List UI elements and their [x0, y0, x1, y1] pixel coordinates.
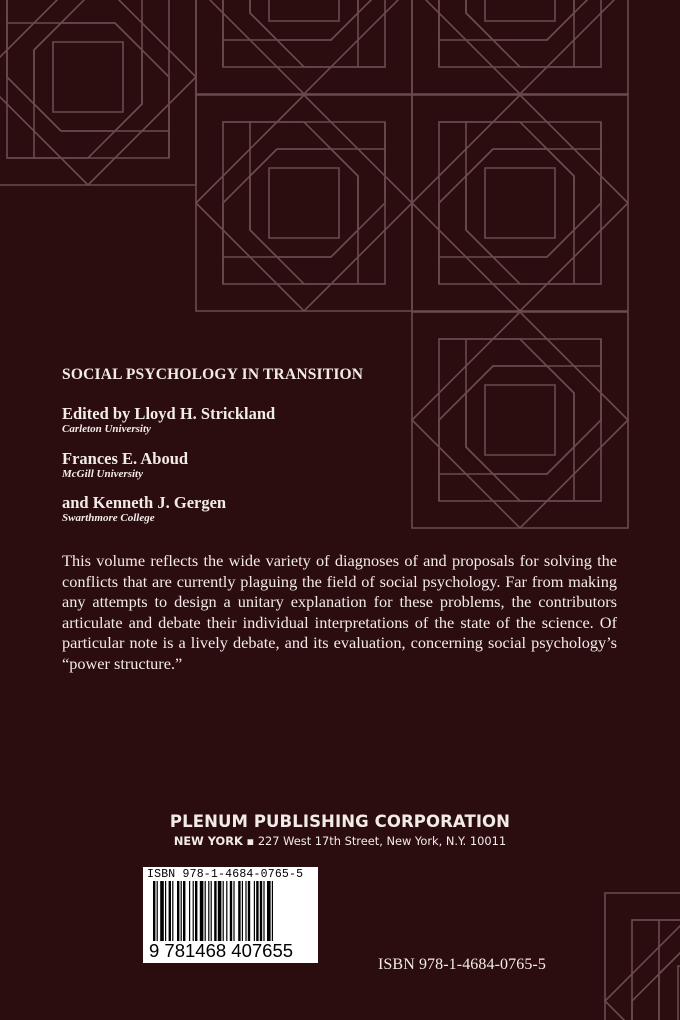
editor-2	[62, 449, 188, 481]
publisher-address-line	[0, 834, 680, 848]
barcode-isbn-label: ISBN 978-1-4684-0765-5	[147, 868, 304, 881]
editor-name: and Kenneth J. Gergen	[62, 493, 227, 512]
editor-affiliation: McGill University	[62, 468, 143, 480]
editor-1	[62, 404, 275, 436]
publisher-address: 227 West 17th Street, New York, N.Y. 10011	[257, 834, 507, 848]
isbn-barcode	[143, 867, 318, 963]
editor-affiliation: Swarthmore College	[62, 512, 155, 524]
book-description: This volume reflects the wide variety of diagnoses of and proposals for solving the conflicts that are currently plaguing the field of social psychology. Far from making any attempts to design a unitary explanation for these problems, the contributors articulate and debate their individual interpretations of the state of the science. Of particular note is a lively debate, and its evaluation, concerning social psychology’s “power structure.”	[62, 551, 617, 673]
barcode-bars-icon	[153, 881, 311, 949]
editor-name: Edited by Lloyd H. Strickland	[62, 404, 276, 423]
editor-3	[62, 493, 226, 525]
book-title: SOCIAL PSYCHOLOGY IN TRANSITION	[62, 366, 364, 383]
publisher-name: PLENUM PUBLISHING CORPORATION	[169, 812, 511, 831]
editor-affiliation: Carleton University	[62, 423, 151, 435]
publisher-city: NEW YORK	[173, 834, 243, 848]
publisher-block	[0, 812, 680, 848]
editor-name: Frances E. Aboud	[62, 449, 189, 468]
barcode-digits: 9 781468 407655	[149, 940, 294, 961]
square-bullet-icon: ▪	[246, 834, 255, 848]
isbn-number: ISBN 978-1-4684-0765-5	[378, 956, 546, 973]
